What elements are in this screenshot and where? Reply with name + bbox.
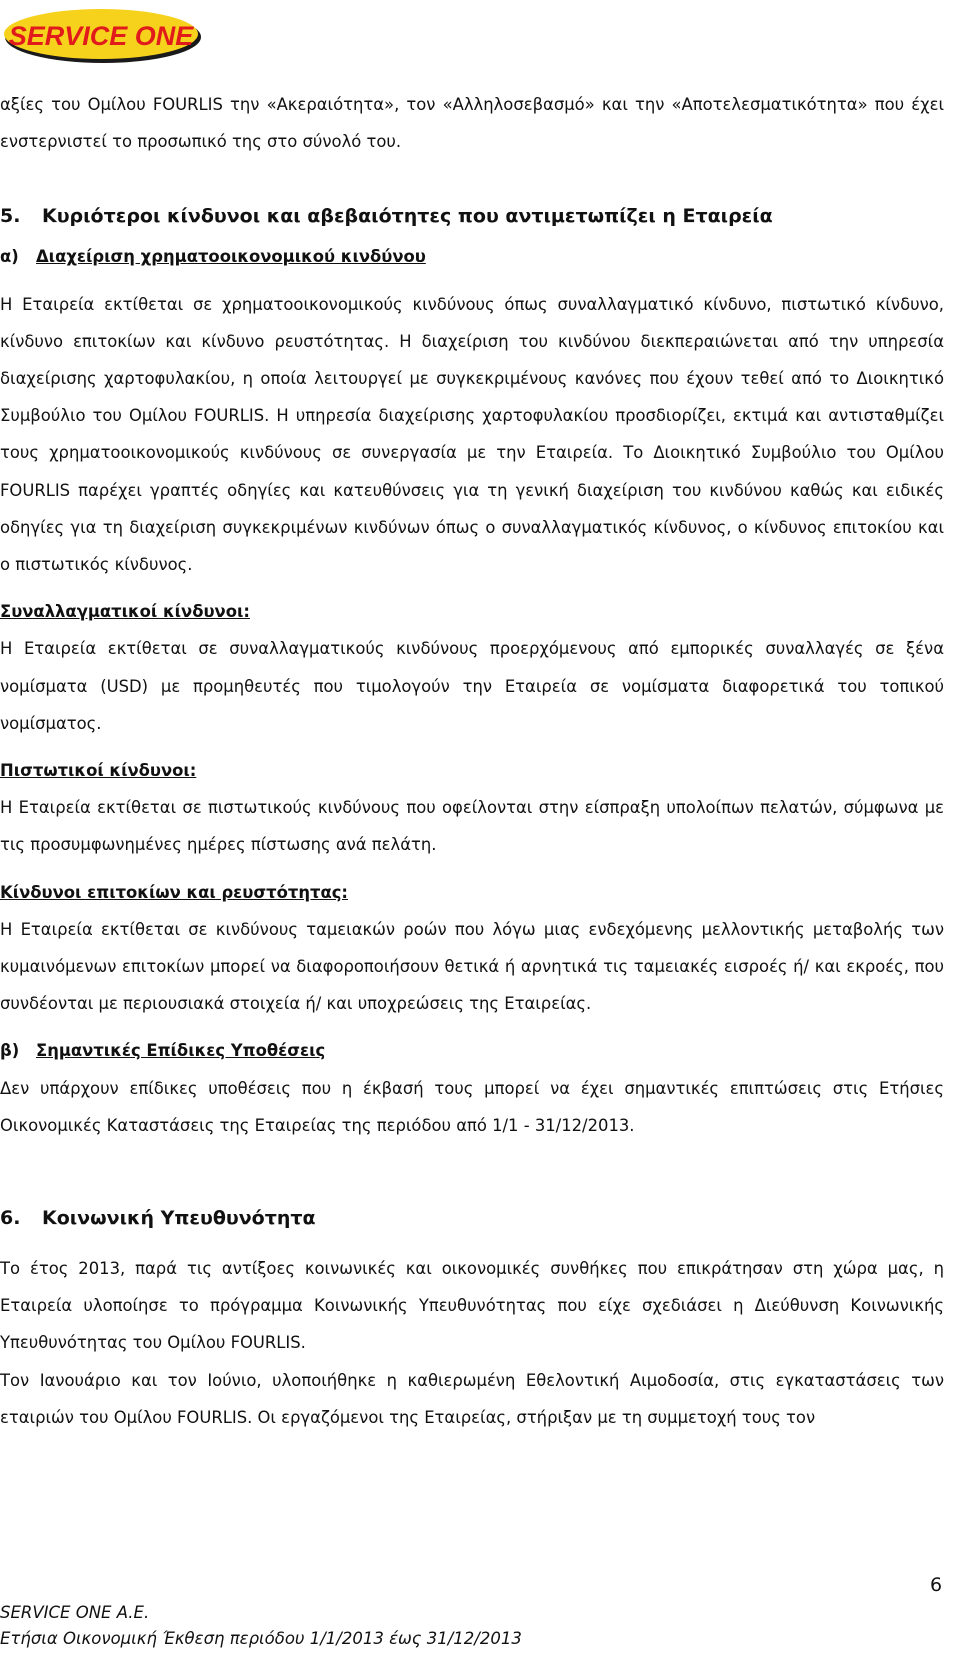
litigation-paragraph: Δεν υπάρχουν επίδικες υποθέσεις που η έκβασή τους μπορεί να έχει σημαντικές επιπτώσεις στις Ετήσιες Οικονομικές Καταστάσεις της Εταιρείας της περιόδου από 1/1 - 31/12/2013. (0, 1078, 944, 1135)
subsection-a-heading (0, 238, 944, 275)
page-footer (0, 1600, 960, 1652)
page-number: 6 (930, 1574, 943, 1596)
section-5-number: 5. (0, 205, 21, 228)
section-5-title: Κυριότεροι κίνδυνοι και αβεβαιότητες που αντιμετωπίζει η Εταιρεία (42, 205, 773, 228)
csr-paragraph-2: Τον Ιανουάριο και τον Ιούνιο, υλοποιήθηκε η καθιερωμένη Εθελοντική Αιμοδοσία, στις εγκαταστάσεις των εταιριών του Ομίλου FOURLIS. Οι εργαζόμενοι της Εταιρείας, στήριξαν με τη συμμετοχή τους τον (0, 1370, 944, 1427)
credit-risk-heading: Πιστωτικοί κίνδυνοι: (0, 761, 197, 781)
footer-company: SERVICE ONE A.E. (0, 1603, 150, 1622)
intro-paragraph: αξίες του Ομίλου FOURLIS την «Ακεραιότητα», τον «Αλληλοσεβασμό» και την «Αποτελεσματικότητα» που έχει ενστερνιστεί το προσωπικό της στο σύνολό του. (0, 95, 944, 152)
logo-emblem (0, 4, 212, 66)
rate-liquidity-risk-heading: Κίνδυνοι επιτοκίων και ρευστότητας: (0, 882, 348, 902)
section-6-title: Κοινωνική Υπευθυνότητα (42, 1207, 316, 1230)
financial-risk-paragraph: Η Εταιρεία εκτίθεται σε χρηματοοικονομικούς κινδύνους όπως συναλλαγματικό κίνδυνο, πιστωτικό κίνδυνο, κίνδυνο επιτοκίων και κίνδυνο ρευστότητας. Η διαχείριση του κινδύνου διεκπεραιώνεται από την υπηρεσία διαχείρισης χαρτοφυλακίου, η οποία λειτουργεί με συγκεκριμένους κανόνες που έχουν τεθεί από το Διοικητικό Συμβούλιο του Ομίλου FOURLIS. Η υπηρεσία διαχείρισης χαρτοφυλακίου προσδιορίζει, εκτιμά και αντισταθμίζει τους χρηματοοικονομικούς κινδύνους σε συνεργασία με την Εταιρεία. Το Διοικητικό Συμβούλιο του Ομίλου FOURLIS παρέχει γραπτές οδηγίες και κατευθύνσεις για τη γενική διαχείριση του κινδύνου καθώς και ειδικές οδηγίες για τη διαχείριση συγκεκριμένων κινδύνων όπως ο συναλλαγματικός κίνδυνος, ο κίνδυνος επιτοκίου και ο πιστωτικός κίνδυνος. (0, 294, 944, 575)
credit-risk-paragraph: Η Εταιρεία εκτίθεται σε πιστωτικούς κινδύνους που οφείλονται στην είσπραξη υπολοίπων πελατών, σύμφωνα με τις προσυμφωνημένες ημέρες πίστωσης ανά πελάτη. (0, 798, 944, 855)
fx-risk-heading: Συναλλαγματικοί κίνδυνοι: (0, 602, 250, 622)
service-one-logo (0, 4, 212, 66)
section-6-number: 6. (0, 1207, 21, 1230)
subsection-b-title: Σημαντικές Επίδικες Υποθέσεις (36, 1041, 326, 1061)
document-body (0, 86, 944, 1436)
section-6-heading (0, 1196, 944, 1240)
footer-report-title: Ετήσια Οικονομική Έκθεση περιόδου 1/1/2013 έως 31/12/2013 (0, 1629, 522, 1648)
subsection-a-label: α) (0, 247, 19, 267)
logo-wordmark: SERVICE ONE (8, 21, 194, 51)
subsection-b-heading (0, 1032, 944, 1069)
section-5-heading (0, 194, 944, 238)
csr-paragraph-1: Το έτος 2013, παρά τις αντίξοες κοινωνικές και οικονομικές συνθήκες που επικράτησαν στη χώρα μας, η Εταιρεία υλοποίησε το πρόγραμμα Κοινωνικής Υπευθυνότητας που είχε σχεδιάσει η Διεύθυνση Κοινωνικής Υπευθυνότητας του Ομίλου FOURLIS. (0, 1259, 944, 1353)
rate-liquidity-risk-paragraph: Η Εταιρεία εκτίθεται σε κινδύνους ταμειακών ροών που λόγω μιας ενδεχόμενης μελλοντικής μεταβολής των κυμαινόμενων επιτοκίων μπορεί να διαφοροποιήσουν θετικά ή αρνητικά τις ταμειακές εισροές ή/ και εκροές, που συνδέονται με περιουσιακά στοιχεία ή/ και υποχρεώσεις της Εταιρείας. (0, 919, 944, 1014)
subsection-a-title: Διαχείριση χρηματοοικονομικού κινδύνου (36, 247, 426, 267)
subsection-b-label: β) (0, 1041, 20, 1061)
fx-risk-paragraph: Η Εταιρεία εκτίθεται σε συναλλαγματικούς κινδύνους προερχόμενους από εμπορικές συναλλαγές σε ξένα νομίσματα (USD) με προμηθευτές που τιμολογούν την Εταιρεία σε νομίσματα διαφορετικά του τοπικού νομίσματος. (0, 639, 944, 733)
